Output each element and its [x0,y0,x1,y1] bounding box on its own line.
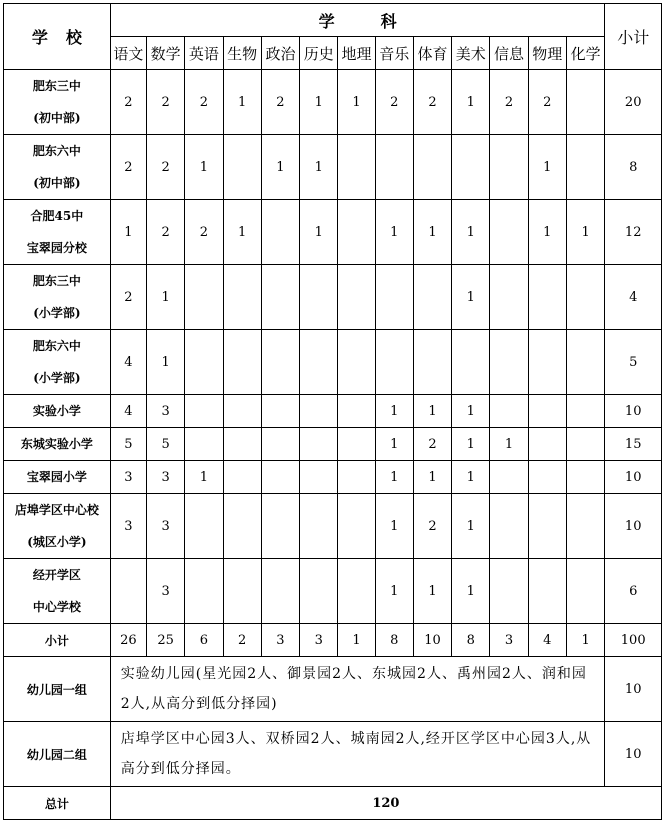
value-cell [223,494,261,559]
school-name-line: 肥东三中 [32,79,81,93]
value-cell: 3 [147,494,185,559]
subject-subtotal-cell: 3 [300,624,338,657]
value-cell [185,395,223,428]
value-cell [185,559,223,624]
value-cell [261,461,299,494]
value-cell: 2 [413,494,451,559]
subject-header-cell: 英语 [185,37,223,70]
subject-header-cell: 生物 [223,37,261,70]
value-cell [528,330,566,395]
subject-header-cell: 语文 [110,37,146,70]
subtotal-label: 小计 [4,624,111,657]
value-cell: 2 [528,70,566,135]
school-name-cell [4,428,111,461]
subject-subtotal-cell: 3 [261,624,299,657]
school-name-cell [4,494,111,559]
subject-header: 学科 [110,4,605,37]
value-cell [185,494,223,559]
value-cell [490,200,528,265]
value-cell: 1 [452,70,490,135]
value-cell: 3 [147,395,185,428]
value-cell [490,559,528,624]
value-cell: 1 [528,135,566,200]
value-cell: 2 [261,70,299,135]
table-row [4,559,662,624]
table-row [4,135,662,200]
value-cell [223,428,261,461]
school-name-line: 实验小学 [32,404,81,418]
value-cell: 1 [147,265,185,330]
row-subtotal-cell: 10 [605,461,662,494]
value-cell [338,461,375,494]
value-cell [452,135,490,200]
value-cell [566,395,604,428]
value-cell [566,559,604,624]
school-name-cell [4,559,111,624]
value-cell: 1 [300,200,338,265]
table-row [4,494,662,559]
kindergarten-group-label: 幼儿园一组 [4,657,111,722]
value-cell: 1 [338,70,375,135]
value-cell: 1 [300,70,338,135]
value-cell: 1 [413,461,451,494]
table-row [4,330,662,395]
subject-header-cell: 政治 [261,37,299,70]
value-cell [261,494,299,559]
subject-header-cell: 体育 [413,37,451,70]
value-cell: 2 [147,135,185,200]
table-body [4,70,662,820]
value-cell: 2 [147,200,185,265]
row-subtotal-cell: 4 [605,265,662,330]
value-cell [261,559,299,624]
value-cell: 1 [490,428,528,461]
value-cell [490,265,528,330]
subject-header-cell: 物理 [528,37,566,70]
school-name-line: 店埠学区中心校 [14,503,99,517]
value-cell: 2 [413,70,451,135]
value-cell [566,494,604,559]
subject-header-cell: 化学 [566,37,604,70]
school-name-cell [4,461,111,494]
value-cell: 2 [185,70,223,135]
school-name-line: 宝翠园分校 [26,241,87,255]
value-cell: 5 [110,428,146,461]
subject-subtotal-cell: 26 [110,624,146,657]
recruitment-table-container [3,3,662,820]
value-cell: 1 [110,200,146,265]
subject-subtotal-cell: 8 [452,624,490,657]
value-cell [413,330,451,395]
subject-subtotal-cell: 25 [147,624,185,657]
value-cell [223,395,261,428]
value-cell: 1 [413,200,451,265]
value-cell [528,494,566,559]
recruitment-table [3,3,662,820]
value-cell: 2 [413,428,451,461]
school-name-line: (初中部) [33,176,81,190]
value-cell: 1 [452,494,490,559]
value-cell [223,461,261,494]
value-cell [490,330,528,395]
value-cell: 1 [413,395,451,428]
grand-total-value: 120 [110,787,661,820]
value-cell: 1 [452,395,490,428]
value-cell [528,265,566,330]
school-name-cell [4,265,111,330]
value-cell [338,265,375,330]
value-cell: 1 [300,135,338,200]
subject-header-cell: 地理 [338,37,375,70]
kindergarten-row [4,722,662,787]
value-cell [185,330,223,395]
value-cell: 2 [110,70,146,135]
value-cell: 2 [110,265,146,330]
kindergarten-subtotal-cell: 10 [605,657,662,722]
subject-subtotal-cell: 10 [413,624,451,657]
school-name-line: 中心学校 [32,600,81,614]
value-cell: 1 [452,428,490,461]
value-cell: 5 [147,428,185,461]
value-cell [223,135,261,200]
value-cell [490,494,528,559]
school-name-line: 经开学区 [32,568,81,582]
value-cell: 1 [413,559,451,624]
subject-header-cell: 美术 [452,37,490,70]
value-cell [261,395,299,428]
row-subtotal-cell: 8 [605,135,662,200]
value-cell [490,135,528,200]
subject-subtotal-cell: 4 [528,624,566,657]
grand-total-label: 总计 [4,787,111,820]
value-cell [338,330,375,395]
row-subtotal-cell: 12 [605,200,662,265]
value-cell: 1 [185,135,223,200]
value-cell [338,135,375,200]
subtotal-row [4,624,662,657]
value-cell [528,395,566,428]
school-name-line: 宝翠园小学 [26,470,87,484]
table-row [4,265,662,330]
value-cell [261,428,299,461]
school-name-line: 东城实验小学 [20,437,93,451]
row-subtotal-cell: 15 [605,428,662,461]
kindergarten-subtotal-cell: 10 [605,722,662,787]
value-cell: 2 [110,135,146,200]
value-cell [338,200,375,265]
value-cell: 1 [223,200,261,265]
subject-header-cell: 历史 [300,37,338,70]
school-name-line: 肥东六中 [32,339,81,353]
subject-subtotal-cell: 1 [566,624,604,657]
row-subtotal-cell: 10 [605,395,662,428]
school-name-line: (城区小学) [27,535,87,549]
value-cell [566,265,604,330]
value-cell [566,428,604,461]
value-cell [413,135,451,200]
value-cell: 1 [452,461,490,494]
value-cell [223,559,261,624]
value-cell [375,265,413,330]
value-cell [261,200,299,265]
value-cell [566,135,604,200]
value-cell [338,395,375,428]
value-cell [528,428,566,461]
school-name-line: 肥东三中 [32,274,81,288]
value-cell: 1 [375,428,413,461]
value-cell [300,428,338,461]
value-cell [261,265,299,330]
value-cell: 3 [110,494,146,559]
value-cell: 1 [375,494,413,559]
table-row [4,70,662,135]
value-cell: 1 [375,559,413,624]
subject-subtotal-cell: 2 [223,624,261,657]
value-cell: 2 [375,70,413,135]
subject-subtotal-cell: 3 [490,624,528,657]
row-subtotal-cell: 10 [605,494,662,559]
value-cell [185,265,223,330]
value-cell: 1 [375,395,413,428]
table-row [4,428,662,461]
grand-total-row [4,787,662,820]
table-row [4,395,662,428]
value-cell: 4 [110,395,146,428]
value-cell: 1 [223,70,261,135]
subject-subtotal-cell: 8 [375,624,413,657]
row-subtotal-cell: 20 [605,70,662,135]
value-cell [300,265,338,330]
value-cell [528,461,566,494]
value-cell [528,559,566,624]
value-cell [375,135,413,200]
row-subtotal-cell: 5 [605,330,662,395]
subject-header-cell: 数学 [147,37,185,70]
subtotal-header: 小计 [605,4,662,70]
value-cell [338,494,375,559]
value-cell: 3 [110,461,146,494]
value-cell [300,461,338,494]
value-cell: 3 [147,461,185,494]
value-cell: 1 [566,200,604,265]
value-cell [300,395,338,428]
value-cell [110,559,146,624]
kindergarten-description: 店埠学区中心园3人、双桥园2人、城南园2人,经开区学区中心园3人,从高分到低分择园。 [110,722,605,787]
value-cell [300,494,338,559]
value-cell [375,330,413,395]
value-cell [490,395,528,428]
value-cell [261,330,299,395]
value-cell [300,559,338,624]
value-cell [300,330,338,395]
value-cell [566,330,604,395]
value-cell: 1 [452,559,490,624]
value-cell: 2 [490,70,528,135]
value-cell [566,70,604,135]
table-row [4,200,662,265]
value-cell: 3 [147,559,185,624]
value-cell [490,461,528,494]
value-cell: 4 [110,330,146,395]
row-subtotal-cell: 6 [605,559,662,624]
value-cell [452,330,490,395]
subject-header-cell: 音乐 [375,37,413,70]
value-cell: 1 [375,461,413,494]
value-cell: 1 [261,135,299,200]
value-cell: 1 [375,200,413,265]
value-cell: 1 [528,200,566,265]
school-name-line: (初中部) [33,111,81,125]
kindergarten-description: 实验幼儿园(星光园2人、御景园2人、东城园2人、禹州园2人、润和园2人,从高分到低分择园) [110,657,605,722]
value-cell [223,330,261,395]
school-name-cell [4,395,111,428]
value-cell: 2 [185,200,223,265]
subtotal-total-cell: 100 [605,624,662,657]
value-cell [413,265,451,330]
kindergarten-group-label: 幼儿园二组 [4,722,111,787]
value-cell [338,559,375,624]
school-name-line: 合肥45中 [30,209,84,223]
value-cell: 1 [185,461,223,494]
subject-subtotal-cell: 1 [338,624,375,657]
table-row [4,461,662,494]
school-name-cell [4,70,111,135]
kindergarten-row [4,657,662,722]
school-name-cell [4,330,111,395]
subject-header-cell: 信息 [490,37,528,70]
value-cell: 2 [147,70,185,135]
value-cell: 1 [452,265,490,330]
value-cell: 1 [147,330,185,395]
school-name-cell [4,200,111,265]
value-cell [566,461,604,494]
school-header: 学校 [4,4,111,70]
value-cell [223,265,261,330]
value-cell: 1 [452,200,490,265]
school-name-line: (小学部) [33,306,81,320]
value-cell [338,428,375,461]
subject-subtotal-cell: 6 [185,624,223,657]
value-cell [185,428,223,461]
school-name-line: (小学部) [33,371,81,385]
school-name-cell [4,135,111,200]
school-name-line: 肥东六中 [32,144,81,158]
